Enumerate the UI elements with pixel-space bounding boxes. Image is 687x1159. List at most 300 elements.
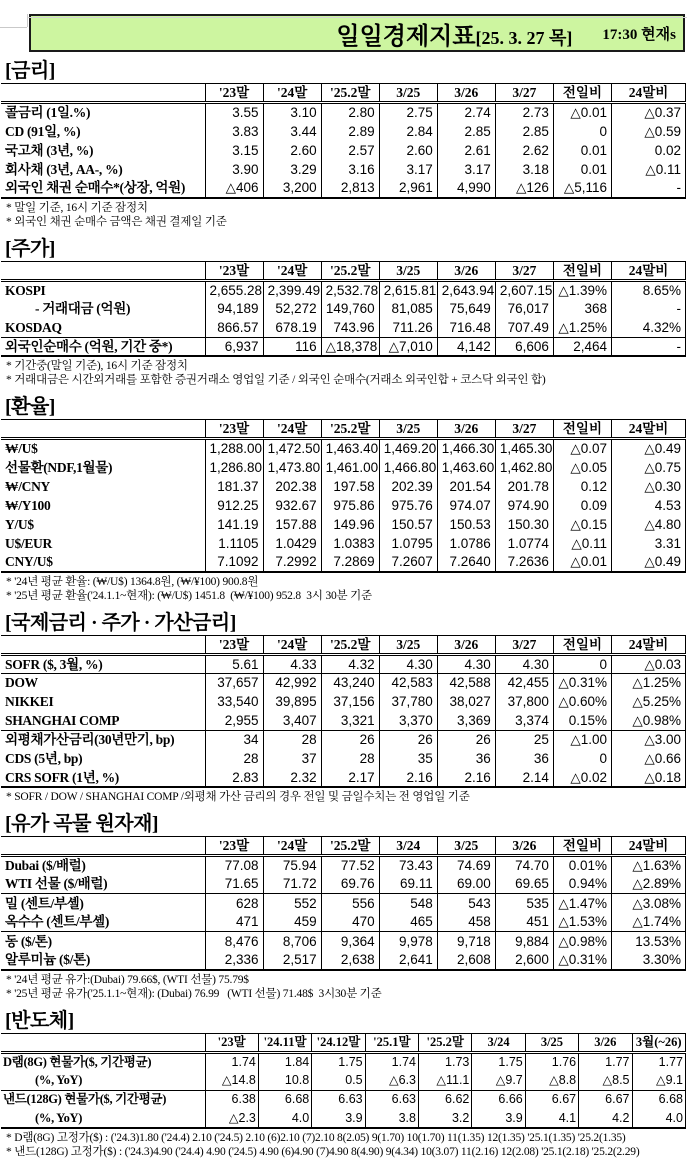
cell-value: △0.11: [553, 534, 611, 553]
section-table: [1, 83, 686, 199]
cell-value: 470: [321, 913, 379, 932]
row-label: CRS SOFR (1년, %): [1, 768, 205, 787]
cell-value: 3.9: [472, 1109, 525, 1128]
column-header: 전일비: [553, 635, 611, 654]
cell-value: 471: [205, 913, 263, 932]
cell-value: 0.15%: [553, 711, 611, 730]
cell-value: 1.74: [365, 1052, 418, 1071]
cell-value: 3.18: [495, 160, 553, 179]
cell-value: 2,399.49: [263, 280, 321, 299]
cell-value: △9.7: [472, 1071, 525, 1090]
cell-value: 4.32: [321, 654, 379, 673]
cell-value: 2,517: [263, 951, 321, 970]
cell-value: 7.2640: [437, 553, 495, 572]
column-header: '24말: [263, 84, 321, 103]
row-label: 낸드(128G) 현물가($, 기간평균): [1, 1090, 205, 1109]
column-header: '24말: [263, 420, 321, 439]
footnote: * 기간중(말일 기준), 16시 기준 잠정치: [6, 359, 686, 373]
cell-value: 3.31: [612, 534, 686, 553]
section-footnotes: [6, 1131, 686, 1159]
cell-value: 2.60: [379, 141, 437, 160]
table-row: [1, 932, 686, 951]
table-row: [1, 654, 686, 673]
cell-value: 157.88: [263, 515, 321, 534]
cell-value: 0: [553, 122, 611, 141]
cell-value: 2.73: [495, 103, 553, 122]
report-title: 일일경제지표: [336, 24, 475, 50]
row-label: Y/U$: [1, 515, 205, 534]
cell-value: 77.52: [321, 856, 379, 875]
cell-value: △5.25%: [612, 692, 686, 711]
sections-container: [1, 59, 686, 1159]
report-section: [1, 611, 686, 805]
cell-value: 1.0795: [379, 534, 437, 553]
column-header: 3/26: [437, 261, 495, 280]
column-header: '23말: [205, 837, 263, 856]
column-header: '24말: [263, 635, 321, 654]
cell-value: △0.30: [612, 477, 686, 496]
column-header: '24.11말: [258, 1033, 311, 1052]
column-header: 3/25: [379, 420, 437, 439]
cell-value: 150.30: [495, 515, 553, 534]
cell-value: 150.57: [379, 515, 437, 534]
table-row: [1, 103, 686, 122]
table-row: [1, 673, 686, 692]
cell-value: 2,600: [495, 951, 553, 970]
row-label: CDS (5년, bp): [1, 749, 205, 768]
column-header: '25.2말: [321, 261, 379, 280]
row-label: ₩/Y100: [1, 496, 205, 515]
cell-value: 3.29: [263, 160, 321, 179]
cell-value: △1.25%: [553, 318, 611, 337]
column-header-row: [1, 420, 686, 439]
cell-value: 38,027: [437, 692, 495, 711]
row-label: ₩/CNY: [1, 477, 205, 496]
cell-value: 4,990: [437, 179, 495, 198]
column-header: 24말비: [612, 837, 686, 856]
cell-value: 36: [437, 749, 495, 768]
table-row: [1, 749, 686, 768]
cell-value: 2.16: [379, 768, 437, 787]
cell-value: 368: [553, 299, 611, 318]
cell-value: 2,655.28: [205, 280, 263, 299]
cell-value: 465: [379, 913, 437, 932]
cell-value: 2.80: [321, 103, 379, 122]
cell-value: 0.01%: [553, 856, 611, 875]
report-date: [25. 3. 27 목]: [476, 28, 573, 48]
table-row: [1, 913, 686, 932]
column-header: '24말: [263, 837, 321, 856]
cell-value: 1.75: [312, 1052, 365, 1071]
gridline-artifact-vertical: [27, 14, 28, 27]
cell-value: 2.89: [321, 122, 379, 141]
cell-value: 2.16: [437, 768, 495, 787]
cell-value: △1.47%: [553, 894, 611, 913]
cell-value: 7.2636: [495, 553, 553, 572]
table-row: [1, 280, 686, 299]
cell-value: 1,462.80: [495, 458, 553, 477]
cell-value: 4.30: [495, 654, 553, 673]
column-header: '25.1말: [365, 1033, 418, 1052]
cell-value: △0.98%: [553, 932, 611, 951]
cell-value: 2.62: [495, 141, 553, 160]
row-label-header: [1, 420, 205, 439]
cell-value: 1.0786: [437, 534, 495, 553]
column-header: 전일비: [553, 420, 611, 439]
cell-value: 2.75: [379, 103, 437, 122]
footnote: * '24년 평균 유가:(Dubai) 79.66$, (WTI 선물) 75.79$: [6, 973, 686, 987]
cell-value: 7.2607: [379, 553, 437, 572]
column-header: 3/26: [437, 84, 495, 103]
gridline-artifact-horizontal: [0, 27, 27, 28]
cell-value: 3.16: [321, 160, 379, 179]
row-label: U$/EUR: [1, 534, 205, 553]
cell-value: 181.37: [205, 477, 263, 496]
cell-value: 8.65%: [612, 280, 686, 299]
row-label: (%, YoY): [1, 1109, 205, 1128]
cell-value: △5,116: [553, 179, 611, 198]
column-header: 3/27: [495, 84, 553, 103]
cell-value: 3,369: [437, 711, 495, 730]
cell-value: 150.53: [437, 515, 495, 534]
cell-value: △6.3: [365, 1071, 418, 1090]
cell-value: 1.1105: [205, 534, 263, 553]
cell-value: 1.73: [419, 1052, 472, 1071]
cell-value: 75.94: [263, 856, 321, 875]
row-label: (%, YoY): [1, 1071, 205, 1090]
cell-value: 37,780: [379, 692, 437, 711]
cell-value: 6.67: [579, 1090, 632, 1109]
cell-value: 52,272: [263, 299, 321, 318]
section-footnotes: [6, 575, 686, 603]
cell-value: 2.83: [205, 768, 263, 787]
column-header: 3/25: [525, 1033, 578, 1052]
cell-value: 2,608: [437, 951, 495, 970]
cell-value: 9,884: [495, 932, 553, 951]
row-label-header: [1, 1033, 205, 1052]
cell-value: △0.07: [553, 439, 611, 458]
section-table: [1, 419, 686, 573]
cell-value: 459: [263, 913, 321, 932]
cell-value: 2,643.94: [437, 280, 495, 299]
cell-value: 7.1092: [205, 553, 263, 572]
row-label-header: [1, 84, 205, 103]
cell-value: -: [612, 299, 686, 318]
cell-value: 42,588: [437, 673, 495, 692]
cell-value: 34: [205, 730, 263, 749]
cell-value: 3,200: [263, 179, 321, 198]
report-page: [0, 14, 687, 1159]
cell-value: 4.32%: [612, 318, 686, 337]
cell-value: 1,463.40: [321, 439, 379, 458]
cell-value: 202.39: [379, 477, 437, 496]
section-footnotes: [6, 973, 686, 1001]
cell-value: 6.68: [632, 1090, 686, 1109]
row-label: SHANGHAI COMP: [1, 711, 205, 730]
cell-value: △0.75: [612, 458, 686, 477]
row-label: - 거래대금 (억원): [1, 299, 205, 318]
row-label: SOFR ($, 3월, %): [1, 654, 205, 673]
cell-value: 76,017: [495, 299, 553, 318]
column-header: 3/26: [437, 635, 495, 654]
cell-value: 1,461.00: [321, 458, 379, 477]
column-header: 3/26: [437, 420, 495, 439]
cell-value: 3,370: [379, 711, 437, 730]
cell-value: 69.11: [379, 875, 437, 894]
table-row: [1, 337, 686, 356]
column-header: 24말비: [612, 84, 686, 103]
cell-value: 3.17: [379, 160, 437, 179]
cell-value: △126: [495, 179, 553, 198]
cell-value: △0.98%: [612, 711, 686, 730]
row-label-header: [1, 635, 205, 654]
column-header: '25.2말: [321, 635, 379, 654]
cell-value: 0.12: [553, 477, 611, 496]
cell-value: 6.68: [258, 1090, 311, 1109]
cell-value: 3.30%: [612, 951, 686, 970]
cell-value: △0.02: [553, 768, 611, 787]
cell-value: 10.8: [258, 1071, 311, 1090]
cell-value: △2.89%: [612, 875, 686, 894]
cell-value: 451: [495, 913, 553, 932]
cell-value: 3.15: [205, 141, 263, 160]
report-section: [1, 395, 686, 603]
cell-value: 2.85: [437, 122, 495, 141]
footnote: * '24년 평균 환율: (₩/U$) 1364.8원, (₩/¥100) 900.8원: [6, 575, 686, 589]
table-row: [1, 515, 686, 534]
cell-value: △0.11: [612, 160, 686, 179]
row-label: 회사채 (3년, AA-, %): [1, 160, 205, 179]
section-title: [금리]: [5, 59, 686, 83]
cell-value: 6,937: [205, 337, 263, 356]
cell-value: 2.57: [321, 141, 379, 160]
table-row: [1, 496, 686, 515]
cell-value: 74.69: [437, 856, 495, 875]
column-header: 3/25: [379, 261, 437, 280]
row-label: 밀 (센트/부셸): [1, 894, 205, 913]
cell-value: △0.59: [612, 122, 686, 141]
cell-value: 69.65: [495, 875, 553, 894]
cell-value: 1.75: [472, 1052, 525, 1071]
section-title: [반도체]: [5, 1009, 686, 1033]
cell-value: 6,606: [495, 337, 553, 356]
section-footnotes: [6, 201, 686, 229]
column-header: '23말: [205, 1033, 258, 1052]
cell-value: 9,978: [379, 932, 437, 951]
row-label: 외평채가산금리(30년만기, bp): [1, 730, 205, 749]
cell-value: 2,961: [379, 179, 437, 198]
cell-value: 2,641: [379, 951, 437, 970]
column-header: 3/25: [437, 837, 495, 856]
cell-value: △1.74%: [612, 913, 686, 932]
cell-value: 1,473.80: [263, 458, 321, 477]
cell-value: 37,156: [321, 692, 379, 711]
column-header: 전일비: [553, 84, 611, 103]
cell-value: 0.02: [612, 141, 686, 160]
column-header: 3/27: [495, 635, 553, 654]
row-label-header: [1, 261, 205, 280]
footnote: * D램(8G) 고정가($) : ('24.3)1.80 ('24.4) 2.10 ('24.5) 2.10 (6)2.10 (7)2.10 8(2.05) 9(1.70) 10(1.70) 11(1.35) 12(1.35) '25.1(1.35) '25.2(1.35): [6, 1131, 686, 1145]
cell-value: 202.38: [263, 477, 321, 496]
cell-value: 552: [263, 894, 321, 913]
table-row: [1, 534, 686, 553]
cell-value: 2,638: [321, 951, 379, 970]
cell-value: 1.74: [205, 1052, 258, 1071]
cell-value: 3.90: [205, 160, 263, 179]
footnote: * 말일 기준, 16시 기준 잠정치: [6, 201, 686, 215]
cell-value: 42,992: [263, 673, 321, 692]
cell-value: 2,615.81: [379, 280, 437, 299]
cell-value: 1.0429: [263, 534, 321, 553]
cell-value: △3.08%: [612, 894, 686, 913]
column-header: '25.2말: [321, 837, 379, 856]
cell-value: -: [612, 179, 686, 198]
column-header-row: [1, 261, 686, 280]
cell-value: △7,010: [379, 337, 437, 356]
cell-value: 7.2992: [263, 553, 321, 572]
table-row: [1, 875, 686, 894]
table-row: [1, 318, 686, 337]
cell-value: 28: [263, 730, 321, 749]
section-title: [국제금리 · 주가 · 가산금리]: [5, 611, 686, 635]
cell-value: 149,760: [321, 299, 379, 318]
table-row: [1, 160, 686, 179]
cell-value: 4,142: [437, 337, 495, 356]
cell-value: 69.76: [321, 875, 379, 894]
column-header: 24말비: [612, 261, 686, 280]
cell-value: △4.80: [612, 515, 686, 534]
section-table: [1, 1033, 686, 1130]
cell-value: △1.39%: [553, 280, 611, 299]
footnote: * 낸드(128G) 고정가($) : ('24.3)4.90 ('24.4) 4.90 ('24.5) 4.90 (6)4.90 (7)4.90 8(4.90) 9(4.34) 10(3.07) 11(2.16) 12(2.08) '25.1(2.18) '25.2(2.29): [6, 1145, 686, 1159]
cell-value: 2,607.15: [495, 280, 553, 299]
cell-value: 2,464: [553, 337, 611, 356]
table-row: [1, 439, 686, 458]
cell-value: 3.9: [312, 1109, 365, 1128]
cell-value: 4.1: [525, 1109, 578, 1128]
table-row: [1, 477, 686, 496]
cell-value: 43,240: [321, 673, 379, 692]
cell-value: △0.49: [612, 439, 686, 458]
cell-value: 6.67: [525, 1090, 578, 1109]
column-header: 3월(~26): [632, 1033, 686, 1052]
cell-value: 71.72: [263, 875, 321, 894]
column-header-row: [1, 837, 686, 856]
cell-value: △0.05: [553, 458, 611, 477]
cell-value: 2,813: [321, 179, 379, 198]
cell-value: 36: [495, 749, 553, 768]
row-label: 외국인순매수 (억원, 기간 중*): [1, 337, 205, 356]
cell-value: △1.25%: [612, 673, 686, 692]
cell-value: 26: [437, 730, 495, 749]
cell-value: △0.03: [612, 654, 686, 673]
cell-value: 975.76: [379, 496, 437, 515]
cell-value: 28: [205, 749, 263, 768]
cell-value: 0.5: [312, 1071, 365, 1090]
column-header: '23말: [205, 84, 263, 103]
row-label: KOSDAQ: [1, 318, 205, 337]
cell-value: 77.08: [205, 856, 263, 875]
cell-value: 9,718: [437, 932, 495, 951]
cell-value: 39,895: [263, 692, 321, 711]
cell-value: 0.01: [553, 160, 611, 179]
row-label: 선물환(NDF,1월물): [1, 458, 205, 477]
column-header-row: [1, 635, 686, 654]
cell-value: 974.90: [495, 496, 553, 515]
row-label: 콜금리 (1일.%): [1, 103, 205, 122]
row-label: ₩/U$: [1, 439, 205, 458]
cell-value: 1,472.50: [263, 439, 321, 458]
cell-value: 0.01: [553, 141, 611, 160]
cell-value: 711.26: [379, 318, 437, 337]
table-row: [1, 179, 686, 198]
cell-value: △406: [205, 179, 263, 198]
column-header: '23말: [205, 635, 263, 654]
column-header: '23말: [205, 420, 263, 439]
cell-value: 458: [437, 913, 495, 932]
column-header: 전일비: [553, 837, 611, 856]
cell-value: 4.53: [612, 496, 686, 515]
cell-value: △1.00: [553, 730, 611, 749]
section-footnotes: [6, 790, 686, 804]
column-header: 24말비: [612, 635, 686, 654]
column-header: 3/24: [472, 1033, 525, 1052]
cell-value: △11.1: [419, 1071, 472, 1090]
cell-value: 33,540: [205, 692, 263, 711]
cell-value: 1.0383: [321, 534, 379, 553]
cell-value: 1,466.80: [379, 458, 437, 477]
section-table: [1, 261, 686, 358]
cell-value: 28: [321, 749, 379, 768]
cell-value: 3.17: [437, 160, 495, 179]
cell-value: △1.53%: [553, 913, 611, 932]
row-label: WTI 선물 ($/배럴): [1, 875, 205, 894]
table-row: [1, 1052, 686, 1071]
cell-value: △3.00: [612, 730, 686, 749]
cell-value: 1.0774: [495, 534, 553, 553]
cell-value: 197.58: [321, 477, 379, 496]
cell-value: △0.01: [553, 103, 611, 122]
column-header: 3/25: [379, 635, 437, 654]
footnote: * '25년 평균 환율('24.1.1~현재): (₩/U$) 1451.8 (₩/¥100) 952.8 3시 30분 기준: [6, 589, 686, 603]
cell-value: 37,657: [205, 673, 263, 692]
footnote: * '25년 평균 유가('25.1.1~현재): (Dubai) 76.99 (WTI 선물) 71.48$ 3시30분 기준: [6, 987, 686, 1001]
report-section: [1, 59, 686, 229]
cell-value: 2.85: [495, 122, 553, 141]
section-title: [유가 곡물 원자재]: [5, 812, 686, 836]
cell-value: 4.2: [579, 1109, 632, 1128]
column-header: '23말: [205, 261, 263, 280]
cell-value: 6.63: [365, 1090, 418, 1109]
cell-value: 71.65: [205, 875, 263, 894]
cell-value: 1,466.30: [437, 439, 495, 458]
column-header: '25.2말: [321, 84, 379, 103]
cell-value: 75,649: [437, 299, 495, 318]
cell-value: 73.43: [379, 856, 437, 875]
row-label: Dubai ($/배럴): [1, 856, 205, 875]
cell-value: △0.31%: [553, 951, 611, 970]
column-header-row: [1, 1033, 686, 1052]
report-section: [1, 1009, 686, 1159]
table-row: [1, 711, 686, 730]
cell-value: 2.84: [379, 122, 437, 141]
row-label: 국고채 (3년, %): [1, 141, 205, 160]
table-row: [1, 458, 686, 477]
row-label: NIKKEI: [1, 692, 205, 711]
cell-value: 9,364: [321, 932, 379, 951]
row-label: 알루미늄 ($/톤): [1, 951, 205, 970]
cell-value: 932.67: [263, 496, 321, 515]
